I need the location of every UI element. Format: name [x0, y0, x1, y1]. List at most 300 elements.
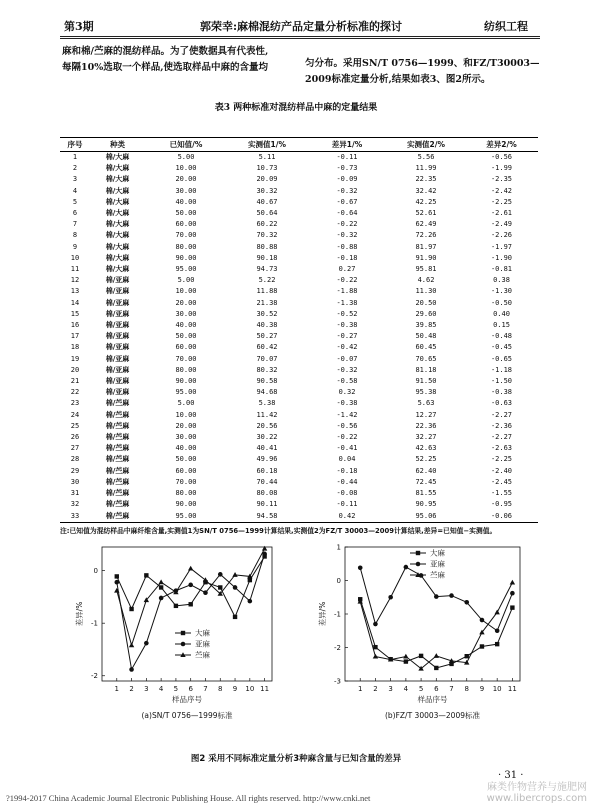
table-row — [60, 242, 538, 253]
table-cell: 60.22 — [256, 220, 278, 229]
table-cell: 95.00 — [175, 265, 197, 274]
table-cell: 棉/苎麻 — [105, 444, 130, 453]
table-row — [60, 342, 538, 353]
table-cell: 91.50 — [415, 377, 437, 386]
table-cell: 5 — [72, 197, 78, 206]
data-point-苎麻 — [494, 610, 499, 615]
table-cell: -0.27 — [336, 332, 358, 341]
table-cell: 25 — [70, 421, 80, 430]
table-cell: 50.64 — [256, 209, 278, 218]
y-tick-label: 0 — [93, 567, 98, 576]
table-cell: -1.30 — [490, 287, 513, 296]
table-cell: 50.00 — [175, 209, 197, 218]
table-cell: 棉/亚麻 — [105, 365, 130, 374]
table-cell: 95.38 — [415, 388, 437, 397]
table-cell: 21.38 — [256, 298, 278, 307]
table-row — [60, 432, 538, 443]
table-cell: 95.00 — [145, 511, 227, 523]
table-cell: -0.95 — [490, 500, 513, 509]
table-cell: 52.61 — [415, 209, 437, 218]
data-point-大麻 — [404, 659, 408, 663]
table-cell: 11.42 — [256, 410, 278, 419]
table-cell: 40.41 — [256, 444, 278, 453]
x-axis-label: 样品序号 — [417, 695, 448, 704]
x-tick-label: 11 — [260, 685, 270, 693]
table-cell: 17 — [70, 332, 80, 341]
data-point-苎麻 — [403, 654, 408, 659]
x-tick-label: 6 — [188, 685, 193, 693]
table-cell: 0.04 — [338, 455, 356, 464]
table-header-cell: 差异2/% — [465, 138, 538, 152]
table-cell: 11.99 — [415, 164, 437, 173]
table-cell: 棉/大麻 — [105, 153, 130, 161]
chart-title: (b)FZ/T 30003—2009标准 — [384, 711, 481, 720]
table-cell: 棉/大麻 — [105, 220, 130, 229]
table-cell: 80.00 — [175, 242, 197, 251]
table-cell: 94.58 — [227, 511, 307, 523]
table-cell: 9 — [72, 242, 78, 251]
issue-number: 第3期 — [64, 20, 94, 33]
table-row — [60, 163, 538, 174]
table-cell: -1.50 — [490, 377, 513, 386]
table-cell: -2.49 — [490, 220, 513, 229]
table-cell: 5.56 — [417, 153, 435, 161]
table-row — [60, 253, 538, 264]
table-cell: -1.55 — [490, 489, 513, 498]
table-cell: 棉/苎麻 — [105, 421, 130, 430]
header-rule-2 — [60, 38, 540, 39]
table-cell: 棉/大麻 — [105, 253, 130, 262]
table-cell: 90.11 — [256, 500, 278, 509]
x-axis-label: 样品序号 — [172, 695, 202, 704]
x-tick-label: 5 — [173, 685, 179, 693]
data-point-亚麻 — [144, 641, 149, 646]
table-cell: 11.88 — [256, 287, 278, 296]
data-point-大麻 — [159, 585, 163, 589]
table-cell: 32.27 — [415, 433, 437, 442]
x-tick-label: 1 — [114, 685, 120, 693]
table-cell: -0.56 — [490, 153, 513, 161]
table-cell: 40.00 — [175, 444, 197, 453]
intro-right — [305, 56, 545, 88]
table-cell: 5.22 — [258, 276, 276, 285]
data-point-大麻 — [115, 574, 119, 578]
table-cell: -1.42 — [336, 410, 358, 419]
y-tick-label: -2 — [91, 672, 98, 681]
data-point-亚麻 — [218, 572, 223, 577]
table-cell: 80.32 — [256, 365, 278, 374]
table-cell: -0.41 — [336, 444, 358, 453]
table-cell: -0.63 — [490, 399, 513, 408]
table-cell: 14 — [70, 298, 80, 307]
table-row — [60, 421, 538, 432]
data-point-大麻 — [144, 573, 148, 577]
table-row — [60, 320, 538, 331]
table-cell: 1 — [72, 153, 78, 161]
table-cell: 13 — [70, 287, 80, 296]
table-cell: 棉/苎麻 — [105, 399, 130, 408]
table-cell: 棉/苎麻 — [105, 466, 130, 475]
data-point-亚麻 — [434, 594, 439, 599]
table-cell: 20.00 — [175, 421, 197, 430]
table-cell: 60.00 — [175, 466, 197, 475]
table-cell: 31 — [70, 489, 80, 498]
series-line-苎麻 — [117, 549, 265, 646]
table-cell: 5.00 — [177, 276, 195, 285]
data-point-大麻 — [434, 666, 438, 670]
figure-2 — [55, 535, 545, 750]
table-cell: 棉/苎麻 — [105, 410, 130, 419]
table-cell: -0.09 — [336, 175, 358, 184]
legend-label: 亚麻 — [195, 639, 210, 649]
table-cell: 棉/大麻 — [105, 164, 130, 173]
table-cell: 12 — [70, 276, 80, 285]
table-cell: 40.38 — [256, 321, 278, 330]
data-point-亚麻 — [404, 565, 409, 570]
table-cell: 40.00 — [175, 197, 197, 206]
x-tick-label: 1 — [357, 685, 363, 693]
table-cell: -0.18 — [336, 253, 358, 262]
table-row — [60, 454, 538, 465]
table-cell: -0.11 — [336, 153, 358, 161]
legend-label: 亚麻 — [430, 559, 445, 569]
table-cell: 20.56 — [256, 421, 278, 430]
table-row — [60, 443, 538, 454]
table-cell: 7 — [72, 220, 78, 229]
table-cell: -0.06 — [465, 511, 538, 523]
table-cell: 70.00 — [175, 477, 197, 486]
table-cell: 39.85 — [415, 321, 437, 330]
table-cell: -2.27 — [490, 410, 513, 419]
table-cell: 棉/苎麻 — [105, 500, 130, 509]
table-cell: -0.88 — [336, 242, 358, 251]
table-cell: 62.49 — [415, 220, 437, 229]
table-row — [60, 466, 538, 477]
x-tick-label: 3 — [144, 685, 149, 693]
table-cell: 4.62 — [417, 276, 435, 285]
table-cell: 18 — [70, 343, 80, 352]
y-tick-label: -2 — [334, 644, 341, 652]
data-point-亚麻 — [388, 595, 393, 600]
table-cell: 42.25 — [415, 197, 437, 206]
table-cell: 70.65 — [415, 354, 437, 363]
table-cell: -0.38 — [336, 321, 358, 330]
table-cell: 60.00 — [175, 220, 197, 229]
data-point-亚麻 — [159, 596, 164, 601]
intro-left-line2: 每隔10%选取一个样品,使选取样品中麻的含量均 — [62, 62, 269, 73]
table-cell: 80.00 — [175, 489, 197, 498]
x-tick-label: 10 — [245, 685, 255, 693]
table-cell: 0.42 — [307, 511, 387, 523]
table-cell: 棉/亚麻 — [105, 388, 130, 397]
table-cell: 0.40 — [493, 309, 510, 318]
table-row — [60, 230, 538, 241]
data-point-大麻 — [248, 578, 252, 582]
table-cell: -0.65 — [490, 354, 513, 363]
data-point-大麻 — [174, 604, 178, 608]
table-cell: 70.00 — [175, 354, 197, 363]
x-tick-label: 7 — [203, 685, 208, 693]
table-cell: 26 — [70, 433, 80, 442]
table-cell: 80.00 — [175, 365, 197, 374]
legend-label: 大麻 — [195, 628, 210, 638]
table-cell: 90.58 — [256, 377, 278, 386]
table-row — [60, 398, 538, 409]
table-cell: 70.00 — [175, 231, 197, 240]
table-row — [60, 186, 538, 197]
table-cell: 棉/大麻 — [105, 231, 130, 240]
table-row — [60, 219, 538, 230]
table-cell: 棉/亚麻 — [105, 276, 130, 285]
table-cell: 33 — [60, 511, 90, 523]
table-cell: 70.44 — [256, 477, 278, 486]
table-cell: -1.88 — [336, 287, 358, 296]
table-cell: 42.63 — [415, 444, 437, 453]
table-cell: -1.38 — [336, 298, 358, 307]
table-header-cell: 序号 — [60, 138, 90, 152]
y-tick-label: -1 — [91, 619, 98, 628]
table-row — [60, 298, 538, 309]
table-cell: 棉/苎麻 — [105, 455, 130, 464]
table-cell: 90.00 — [175, 377, 197, 386]
table-cell: 81.18 — [415, 365, 437, 374]
data-point-亚麻 — [495, 628, 500, 633]
table-row — [60, 365, 538, 376]
x-tick-label: 3 — [388, 685, 393, 693]
page-number: · 31 · — [498, 770, 524, 781]
table-cell: 90.00 — [175, 500, 197, 509]
table-cell: 0.15 — [493, 321, 510, 330]
table-cell: 50.48 — [415, 332, 437, 341]
table-cell: 20.09 — [256, 175, 278, 184]
table-cell: 10.00 — [175, 410, 197, 419]
table-cell: 棉/苎麻 — [105, 433, 130, 442]
table-cell: 29 — [70, 466, 80, 475]
table-cell: 棉/亚麻 — [105, 377, 130, 386]
table-cell: 90.18 — [256, 253, 278, 262]
table-header-cell: 种类 — [90, 138, 145, 152]
data-point-大麻 — [419, 654, 423, 658]
table-cell: 12.27 — [415, 410, 437, 419]
table-cell: 5.00 — [177, 399, 195, 408]
table-row — [60, 197, 538, 208]
figure-caption: 图2 采用不同标准定量分析3种麻含量与已知含量的差异 — [190, 754, 402, 764]
table-cell: 30.32 — [256, 186, 278, 195]
table-cell: 94.73 — [256, 265, 278, 274]
table-cell: -0.38 — [336, 399, 358, 408]
legend-marker — [181, 631, 185, 635]
y-tick-label: -3 — [334, 677, 341, 686]
y-tick-label: -1 — [334, 610, 341, 619]
legend-label: 苎麻 — [195, 650, 210, 660]
table-cell: 95.81 — [415, 265, 437, 274]
data-point-苎麻 — [434, 653, 439, 658]
table-cell: 棉/大麻 — [105, 209, 130, 218]
x-tick-label: 9 — [232, 685, 238, 693]
table-cell: 80.08 — [256, 489, 278, 498]
table-cell: 11.30 — [415, 287, 437, 296]
x-tick-label: 2 — [373, 685, 378, 693]
table-cell: 20.00 — [175, 298, 197, 307]
table-cell: 棉/大麻 — [105, 265, 130, 274]
data-point-苎麻 — [373, 654, 378, 659]
data-point-大麻 — [129, 607, 133, 611]
table-cell: -1.97 — [490, 242, 513, 251]
data-point-亚麻 — [248, 599, 253, 604]
table-cell: -2.25 — [490, 455, 513, 464]
table-cell: -0.08 — [336, 489, 358, 498]
table-row — [60, 275, 538, 286]
table-cell: -1.99 — [490, 164, 513, 173]
table-header-row — [60, 138, 538, 152]
y-tick-label: 1 — [336, 543, 341, 552]
table-cell: -0.38 — [490, 388, 513, 397]
table-cell: 0.38 — [493, 276, 510, 285]
table-cell: 8 — [72, 231, 78, 240]
running-title: 郭荣幸:麻棉混纺产品定量分析标准的探讨 — [200, 20, 403, 33]
header-rule — [60, 36, 540, 37]
table-cell: 棉/苎麻 — [105, 477, 130, 486]
table-cell: 棉/亚麻 — [105, 343, 130, 352]
table-cell: 棉/大麻 — [105, 186, 130, 195]
data-point-大麻 — [495, 642, 499, 646]
table-cell: -0.81 — [490, 265, 513, 274]
data-point-苎麻 — [510, 580, 515, 585]
table-row — [60, 477, 538, 488]
data-point-苎麻 — [114, 588, 119, 593]
table-cell: 21 — [70, 377, 80, 386]
x-tick-label: 9 — [479, 685, 485, 693]
table-cell: 50.00 — [175, 332, 197, 341]
table-row — [60, 511, 538, 523]
table-cell: -0.48 — [490, 332, 513, 341]
table-caption: 表3 两种标准对混纺样品中麻的定量结果 — [214, 103, 378, 113]
table-cell: -0.52 — [336, 309, 358, 318]
data-point-苎麻 — [188, 566, 193, 571]
table-cell: -0.67 — [336, 197, 358, 206]
y-axis-label: 差异/% — [318, 601, 327, 627]
table-cell: -0.07 — [336, 354, 358, 363]
table-cell: 28 — [70, 455, 80, 464]
table-cell: 2 — [72, 164, 78, 173]
data-point-大麻 — [233, 615, 237, 619]
table-row — [60, 264, 538, 275]
table-cell: -0.18 — [336, 466, 358, 475]
table-cell: -0.64 — [336, 209, 358, 218]
data-point-大麻 — [510, 605, 514, 609]
data-point-亚麻 — [464, 600, 469, 605]
table-row — [60, 354, 538, 365]
x-tick-label: 8 — [464, 685, 469, 693]
table-cell: 62.40 — [415, 466, 437, 475]
table-cell: -2.26 — [490, 231, 513, 240]
table-cell: -0.32 — [336, 186, 358, 195]
table-cell: 10.00 — [175, 287, 197, 296]
table-cell: -0.11 — [336, 500, 358, 509]
table-cell: 32.42 — [415, 186, 437, 195]
table-cell: -0.32 — [336, 231, 358, 240]
table-cell: 5.38 — [258, 399, 276, 408]
table-row — [60, 410, 538, 421]
table-cell: 20.50 — [415, 298, 437, 307]
table-cell: 49.96 — [256, 455, 278, 464]
table-cell: -1.90 — [490, 253, 513, 262]
x-tick-label: 6 — [434, 685, 439, 693]
table-cell: 23 — [70, 399, 80, 408]
table-cell: 5.63 — [417, 399, 435, 408]
intro-right-line1: 匀分布。采用SN/T 0756—1999、和FZ/T30003— — [305, 58, 540, 69]
table-cell: -0.44 — [336, 477, 358, 486]
table-cell: 32 — [70, 500, 80, 509]
journal-name: 纺织工程 — [484, 20, 528, 33]
data-point-大麻 — [480, 644, 484, 648]
table-cell: -0.22 — [336, 276, 358, 285]
table-cell: 棉/亚麻 — [105, 321, 130, 330]
data-point-亚麻 — [358, 565, 363, 570]
data-point-苎麻 — [262, 546, 267, 551]
table-row — [60, 488, 538, 499]
table-row — [60, 286, 538, 297]
table-cell: 60.45 — [415, 343, 437, 352]
table-cell: 棉/苎麻 — [105, 489, 130, 498]
data-point-苎麻 — [158, 579, 163, 584]
data-point-亚麻 — [510, 591, 515, 596]
data-point-大麻 — [188, 602, 192, 606]
results-table — [60, 137, 538, 523]
legend-label: 苎麻 — [430, 570, 445, 580]
data-point-亚麻 — [203, 590, 208, 595]
table-cell: 棉/大麻 — [105, 197, 130, 206]
table-header-cell: 差异1/% — [307, 138, 387, 152]
table-note: 注:已知值为混纺样品中麻纤维含量,实测值1为SN/T 0756—1999计算结果,实测值2为FZ/T 30003—2009计算结果,差异=已知值−实测值。 — [60, 527, 497, 535]
data-point-苎麻 — [129, 642, 134, 647]
table-header-cell: 实测值2/% — [387, 138, 465, 152]
table-cell: 27 — [70, 444, 80, 453]
table-cell: 棉/大麻 — [105, 242, 130, 251]
x-tick-label: 8 — [218, 685, 223, 693]
series-line-亚麻 — [117, 554, 265, 670]
table-cell: 20 — [70, 365, 80, 374]
table-cell: 棉/大麻 — [105, 175, 130, 184]
data-point-亚麻 — [480, 618, 485, 623]
table-cell: 40.67 — [256, 197, 278, 206]
data-point-大麻 — [373, 645, 377, 649]
table-cell: -0.50 — [490, 298, 513, 307]
table-cell: 95.06 — [387, 511, 465, 523]
table-cell: 30.00 — [175, 186, 197, 195]
table-cell: 22.35 — [415, 175, 437, 184]
table-cell: 30 — [70, 477, 80, 486]
table-cell: 22.36 — [415, 421, 437, 430]
table-cell: -2.36 — [490, 421, 513, 430]
intro-right-line2: 2009标准定量分析,结果如表3、图2所示。 — [305, 74, 491, 85]
table-cell: 60.00 — [175, 343, 197, 352]
table-cell: 81.97 — [415, 242, 437, 251]
table-cell: 91.90 — [415, 253, 437, 262]
table-cell: 81.55 — [415, 489, 437, 498]
table-cell: 40.00 — [175, 321, 197, 330]
table-cell: 棉/亚麻 — [105, 298, 130, 307]
table-row — [60, 376, 538, 387]
legend-label: 大麻 — [430, 548, 445, 558]
table-cell: 22 — [70, 388, 80, 397]
table-cell: -2.25 — [490, 197, 513, 206]
copyright-line: ?1994-2017 China Academic Journal Electronic Publishing House. All rights reserved. http://www.cnki.net — [6, 793, 371, 803]
table-cell: -2.63 — [490, 444, 513, 453]
table-cell: 棉/亚麻 — [105, 354, 130, 363]
table-cell: 24 — [70, 410, 80, 419]
table-cell: 16 — [70, 321, 80, 330]
